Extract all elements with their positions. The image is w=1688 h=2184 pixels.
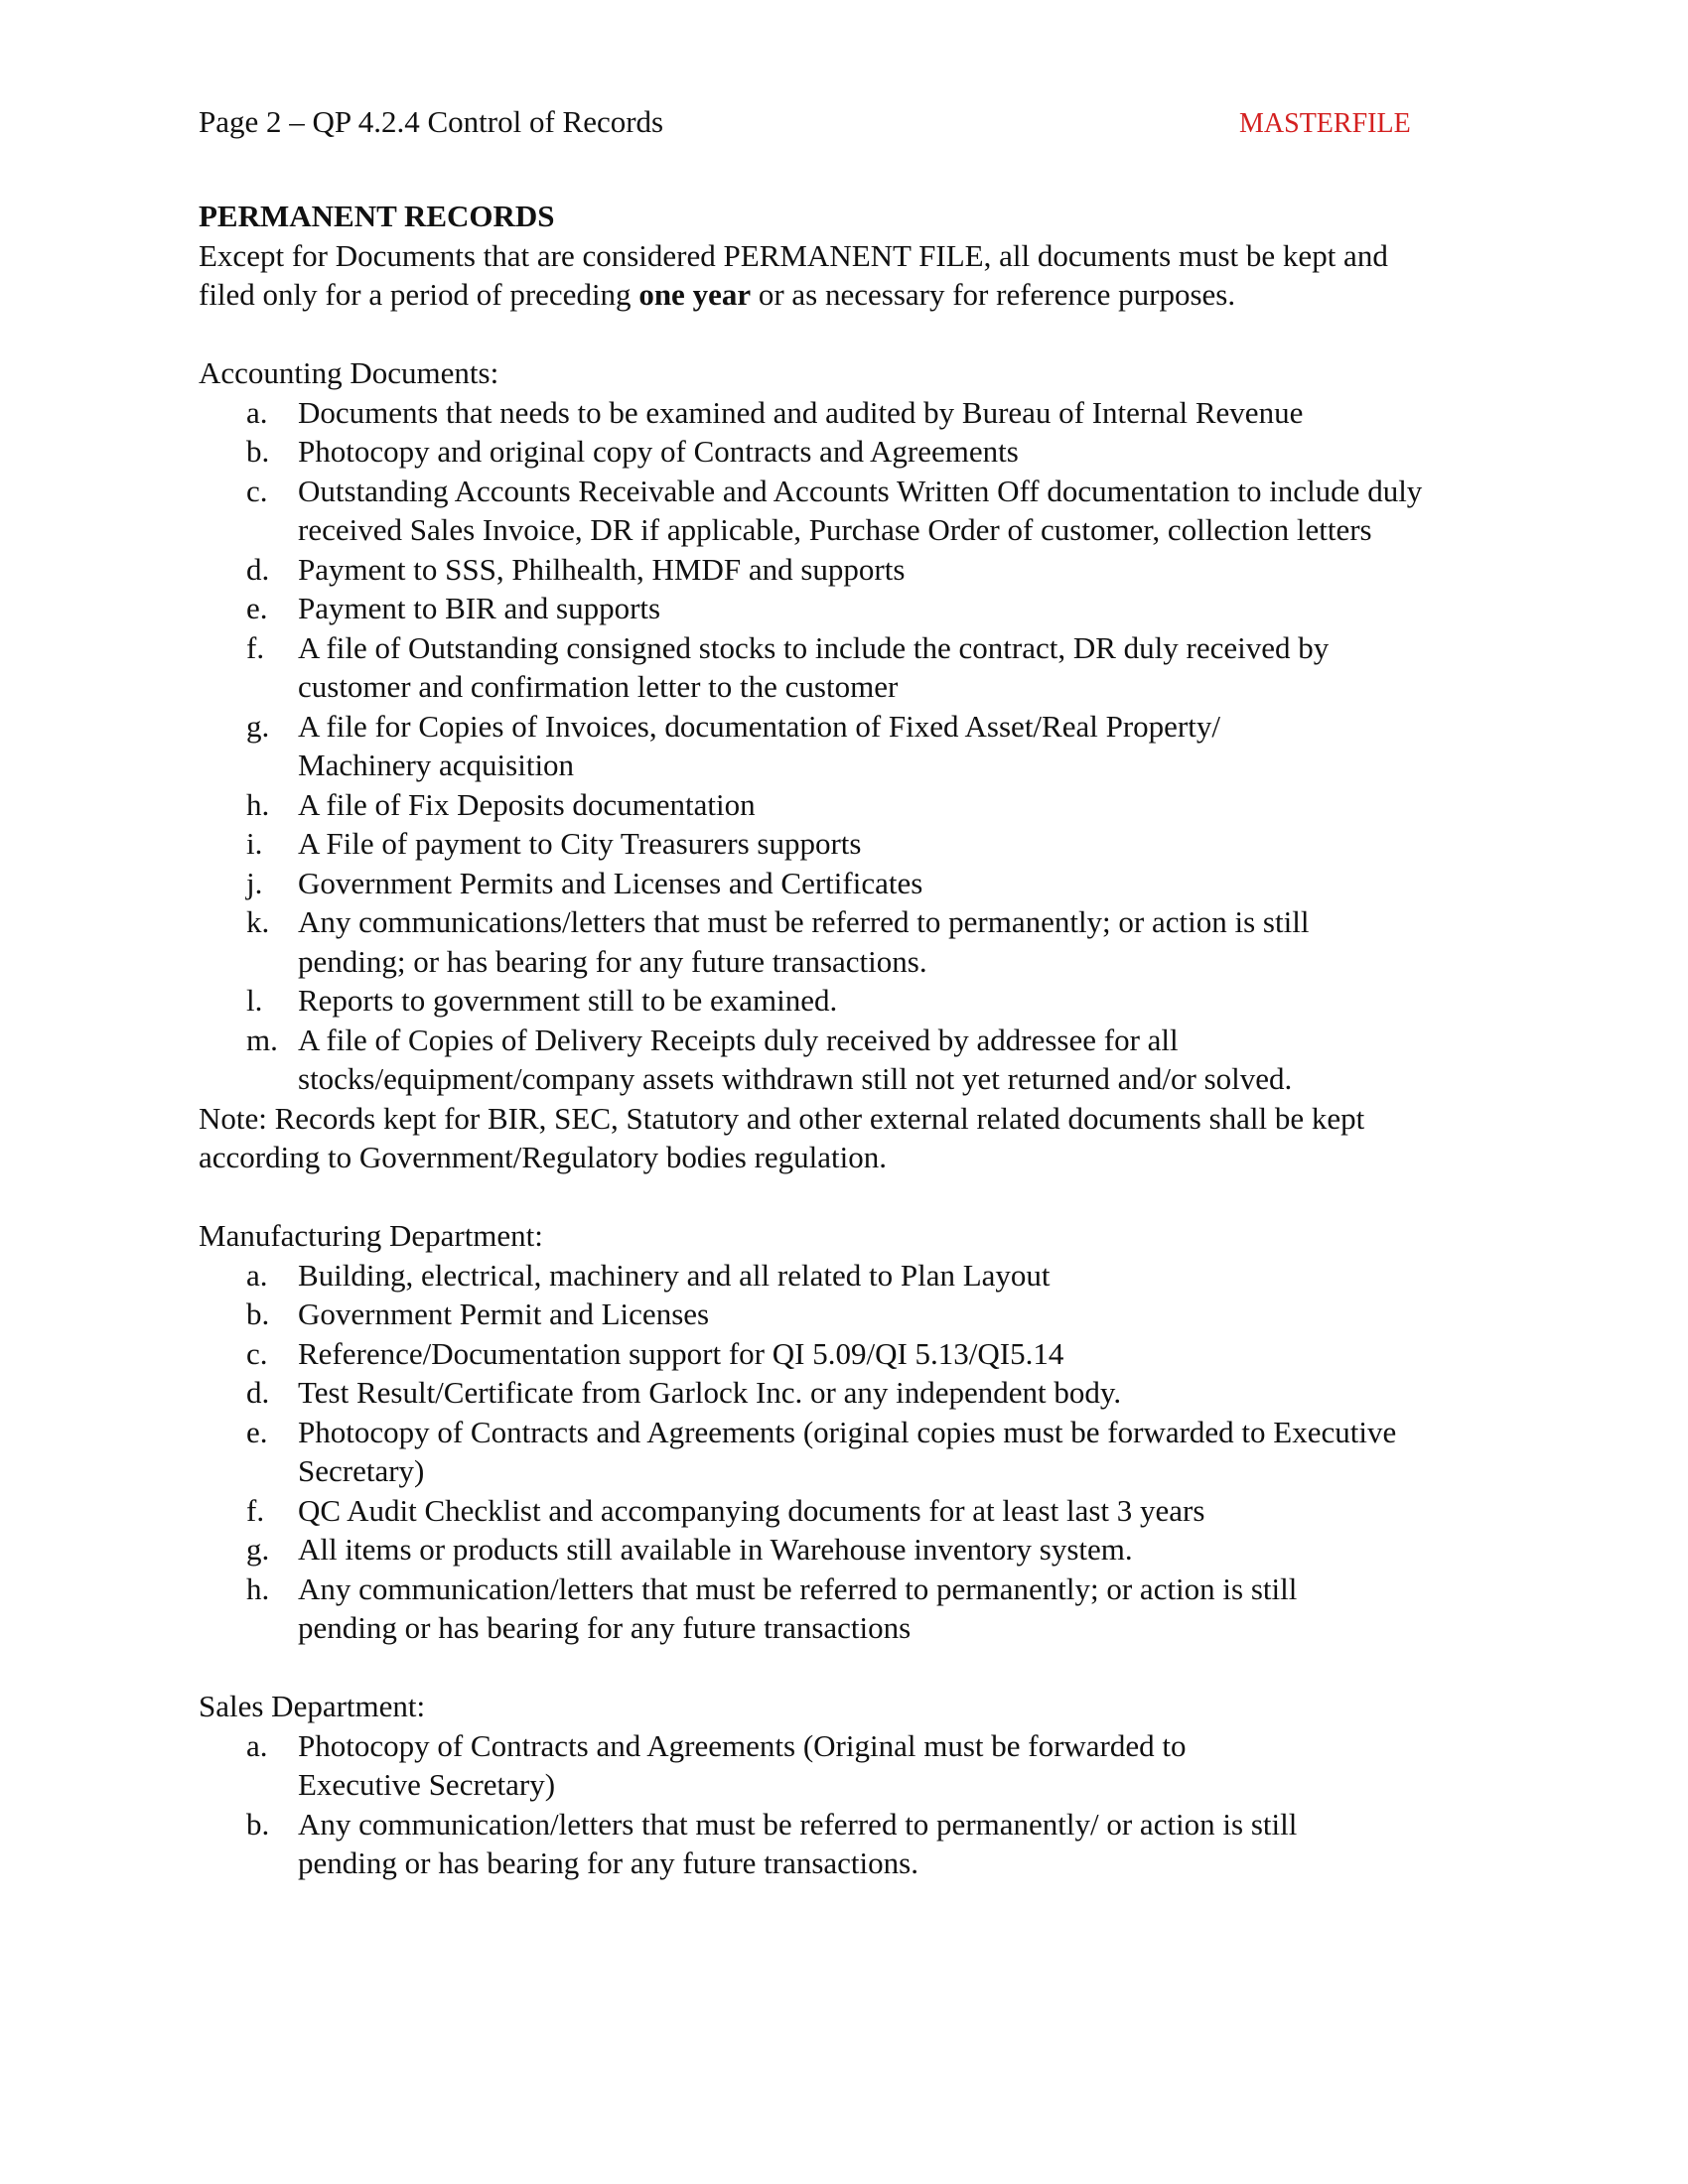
list-item	[199, 1726, 1291, 1805]
list-item	[199, 785, 1489, 825]
list-item-letter: b.	[246, 1806, 270, 1842]
list-item-text: Any communication/letters that must be referred to permanently; or action is still pending or has bearing for any future transactions	[298, 1570, 1298, 1645]
page-header	[199, 97, 1411, 147]
list-item-letter: a.	[246, 394, 268, 430]
list-item	[199, 707, 1311, 785]
document-body	[199, 197, 1489, 1883]
list-item-letter: g.	[246, 1532, 270, 1567]
list-item-text: Payment to SSS, Philhealth, HMDF and supports	[298, 551, 906, 587]
list-item	[199, 550, 1489, 590]
list-item-letter: c.	[246, 1335, 268, 1371]
list-item	[199, 1021, 1390, 1099]
list-item-text: Photocopy and original copy of Contracts and Agreements	[298, 434, 1019, 469]
list-item-letter: e.	[246, 591, 268, 625]
list-item-text: A file of Copies of Delivery Receipts duly received by addressee for all stocks/equipment/company assets withdrawn still not yet returned and/or solved.	[298, 1022, 1293, 1096]
list-item	[199, 981, 1489, 1021]
list-item-text: Reference/Documentation support for QI 5.09/QI 5.13/QI5.14	[298, 1335, 1064, 1371]
list-item-text: Outstanding Accounts Receivable and Accounts Written Off documentation to include duly received Sales Invoice, DR if applicable, Purchase Order of customer, collection letters	[298, 473, 1423, 547]
manufacturing-list	[199, 1256, 1489, 1648]
list-item-letter: d.	[246, 1375, 270, 1410]
list-item-letter: f.	[246, 629, 265, 665]
list-item-letter: f.	[246, 1492, 265, 1528]
list-item-text: Photocopy of Contracts and Agreements (original copies must be forwarded to Executive Secretary)	[298, 1414, 1397, 1488]
list-item	[199, 1805, 1400, 1883]
list-item-letter: c.	[246, 473, 268, 508]
list-item-text: A file of Outstanding consigned stocks to include the contract, DR duly received by customer and confirmation letter to the customer	[298, 629, 1330, 704]
intro-text-bold: one year	[638, 277, 752, 312]
permanent-records-heading: PERMANENT RECORDS	[199, 199, 555, 233]
list-item-text: Reports to government still to be examined.	[298, 983, 838, 1018]
page-header-title: Page 2 – QP 4.2.4 Control of Records	[199, 104, 664, 139]
list-item	[199, 902, 1410, 981]
list-item-text: Payment to BIR and supports	[298, 591, 661, 625]
list-item-letter: i.	[246, 826, 263, 861]
list-item-text: All items or products still available in Warehouse inventory system.	[298, 1532, 1133, 1567]
list-item-letter: e.	[246, 1414, 268, 1449]
list-item	[199, 432, 1489, 472]
masterfile-stamp: MASTERFILE	[1239, 108, 1411, 139]
permanent-records-intro-line-2	[199, 275, 1489, 315]
list-item	[199, 864, 1489, 903]
spacer	[199, 1177, 1489, 1217]
list-item	[199, 1373, 1489, 1413]
list-item-letter: h.	[246, 786, 270, 822]
sales-heading: Sales Department:	[199, 1689, 426, 1723]
intro-text-before: filed only for a period of preceding	[199, 277, 639, 312]
permanent-records-intro-line-1: Except for Documents that are considered PERMANENT FILE, all documents must be kept and	[199, 237, 1388, 273]
list-item-text: A file of Fix Deposits documentation	[298, 786, 756, 822]
list-item	[199, 1570, 1400, 1648]
list-item-letter: l.	[246, 983, 263, 1018]
list-item-letter: h.	[246, 1570, 270, 1606]
list-item	[199, 393, 1489, 433]
accounting-heading: Accounting Documents:	[199, 355, 499, 390]
list-item-text: Any communication/letters that must be referred to permanently/ or action is still pending or has bearing for any future transactions.	[298, 1806, 1298, 1880]
list-item-text: Test Result/Certificate from Garlock Inc. or any independent body.	[298, 1375, 1122, 1410]
list-item-text: Government Permit and Licenses	[298, 1297, 710, 1331]
list-item-text: Any communications/letters that must be referred to permanently; or action is still pending; or has bearing for any future transactions.	[298, 904, 1310, 979]
list-item	[199, 589, 1489, 628]
intro-text-after: or as necessary for reference purposes.	[751, 277, 1236, 312]
list-item	[199, 1491, 1489, 1531]
list-item	[199, 1413, 1489, 1491]
accounting-note: Note: Records kept for BIR, SEC, Statutory and other external related documents shall be kept according to Government/Regulatory bodies regulation.	[199, 1100, 1365, 1174]
list-item-text: Documents that needs to be examined and audited by Bureau of Internal Revenue	[298, 394, 1304, 430]
list-item-text: Photocopy of Contracts and Agreements (Original must be forwarded to Executive Secretary)	[298, 1727, 1187, 1802]
list-item-letter: d.	[246, 551, 270, 587]
list-item	[199, 1256, 1489, 1296]
list-item-letter: m.	[246, 1022, 278, 1057]
list-item-letter: a.	[246, 1257, 268, 1293]
list-item	[199, 1295, 1489, 1334]
list-item	[199, 472, 1440, 550]
list-item-text: A File of payment to City Treasurers supports	[298, 826, 862, 861]
sales-list	[199, 1726, 1489, 1883]
list-item-letter: b.	[246, 434, 270, 469]
list-item-text: A file for Copies of Invoices, documentation of Fixed Asset/Real Property/ Machinery acquisition	[298, 708, 1220, 782]
list-item-text: Building, electrical, machinery and all related to Plan Layout	[298, 1257, 1051, 1293]
list-item-letter: b.	[246, 1297, 270, 1331]
list-item-letter: j.	[246, 865, 263, 900]
list-item-letter: k.	[246, 904, 270, 939]
spacer	[199, 315, 1489, 354]
list-item	[199, 1530, 1489, 1570]
list-item-text: Government Permits and Licenses and Certificates	[298, 865, 923, 900]
manufacturing-heading: Manufacturing Department:	[199, 1218, 543, 1253]
accounting-list	[199, 393, 1489, 1099]
list-item-letter: g.	[246, 708, 270, 744]
list-item	[199, 628, 1420, 707]
list-item-text: QC Audit Checklist and accompanying documents for at least last 3 years	[298, 1492, 1205, 1528]
list-item	[199, 1334, 1489, 1374]
list-item-letter: a.	[246, 1727, 268, 1763]
list-item	[199, 824, 1489, 864]
spacer	[199, 1648, 1489, 1688]
